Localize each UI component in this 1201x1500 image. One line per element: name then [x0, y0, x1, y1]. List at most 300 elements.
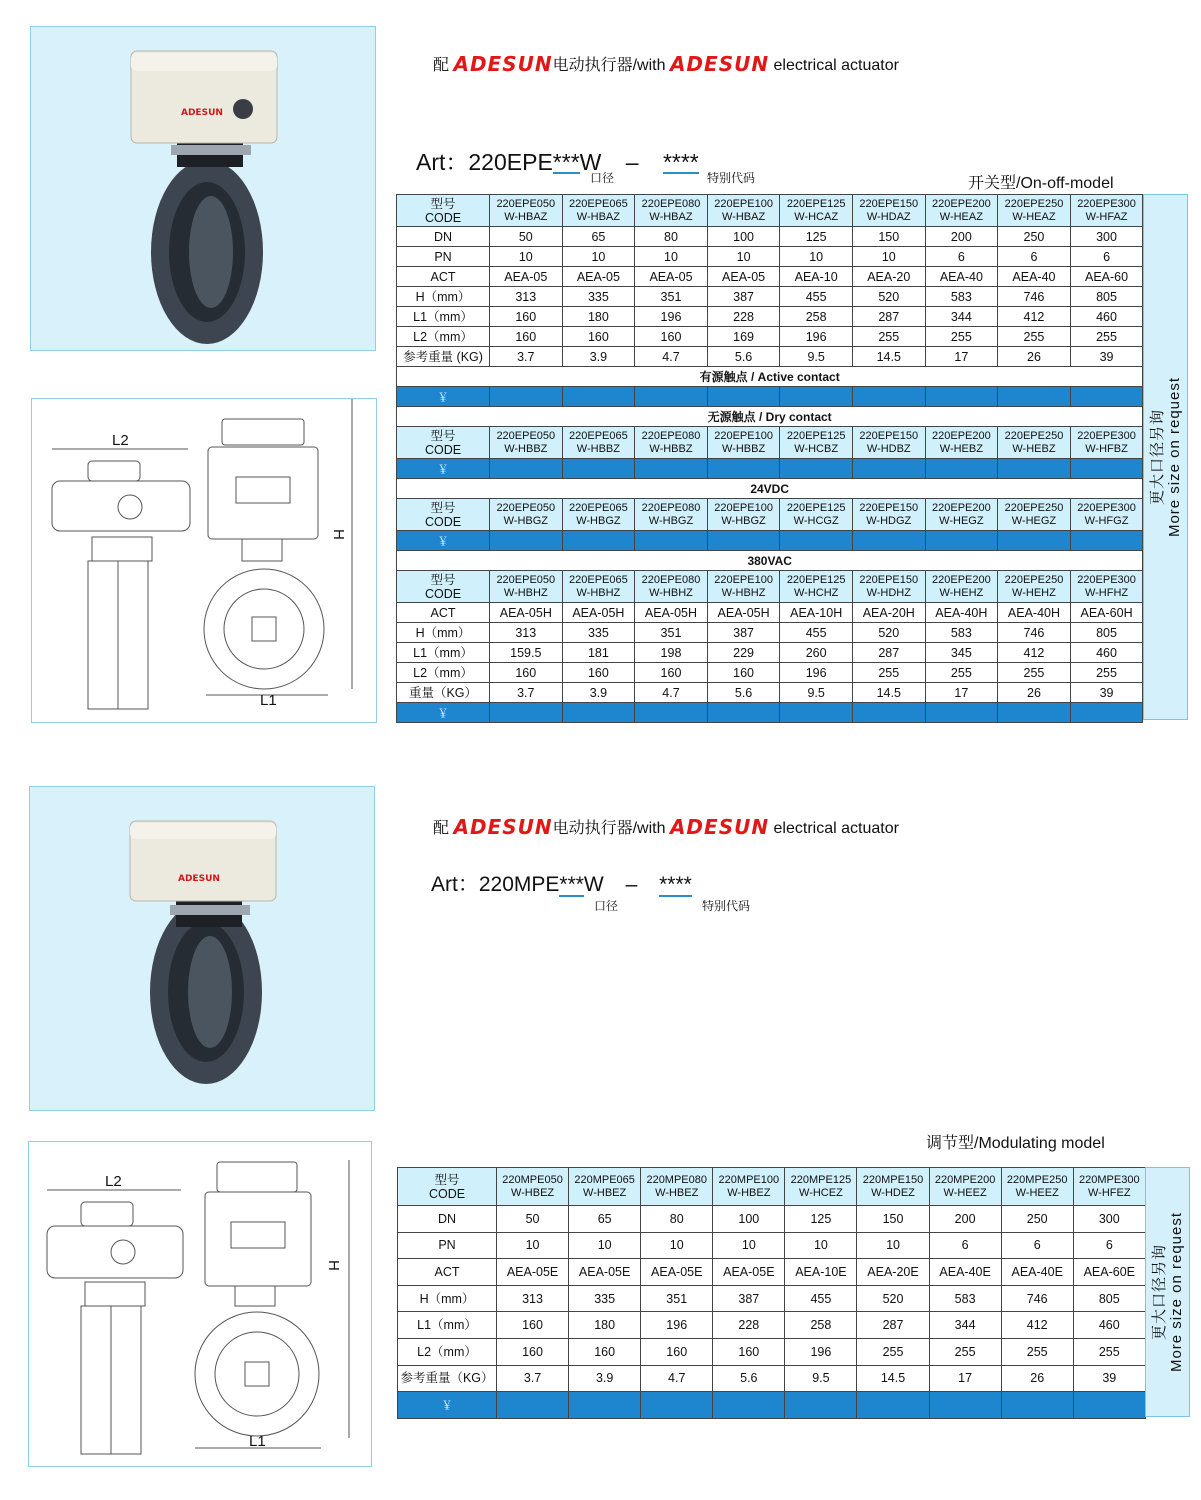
model-code-line: W-HDGZ	[866, 514, 912, 527]
table-row	[397, 287, 1143, 307]
model-code-line: 220EPE065	[569, 501, 628, 514]
model-code-cell	[641, 1168, 713, 1206]
table-cell: 344	[929, 1312, 1001, 1339]
table-cell: 10	[713, 1232, 785, 1259]
model-code-line: 220EPE200	[932, 429, 991, 442]
model-code-line: W-HFHZ	[1084, 586, 1129, 599]
table-cell: 455	[785, 1285, 857, 1312]
table-cell: 10	[852, 247, 925, 267]
table-row	[397, 227, 1143, 247]
article-code-1	[416, 144, 699, 177]
code-label	[398, 1168, 497, 1206]
table-cell: 255	[857, 1338, 929, 1365]
price-cell	[780, 387, 853, 407]
table-row	[397, 663, 1143, 683]
table-cell: 805	[1073, 1285, 1145, 1312]
table-cell: 169	[707, 327, 780, 347]
price-cell	[998, 387, 1071, 407]
row-label: L1（mm）	[398, 1312, 497, 1339]
table-cell: 10	[569, 1232, 641, 1259]
table-row	[397, 551, 1143, 571]
row-label: L2（mm）	[397, 663, 490, 683]
table-cell: 159.5	[490, 643, 563, 663]
model-code-cell	[713, 1168, 785, 1206]
table-cell: 160	[635, 327, 708, 347]
price-cell	[497, 1392, 569, 1419]
table-row	[397, 195, 1143, 227]
model-code-line: 220MPE150	[862, 1173, 924, 1186]
table-cell: 196	[785, 1338, 857, 1365]
table-cell: 460	[1073, 1312, 1145, 1339]
price-cell	[1073, 1392, 1145, 1419]
table-row	[397, 267, 1143, 287]
table-cell: 198	[635, 643, 708, 663]
model-code-line: 220EPE050	[496, 197, 556, 210]
table-cell: 14.5	[852, 347, 925, 367]
table-cell: 6	[925, 247, 998, 267]
price-cell	[562, 459, 635, 479]
model-code-line: 220EPE150	[859, 197, 919, 210]
model-code-line: 220EPE080	[641, 501, 701, 514]
model-code-line: 220MPE250	[1006, 1173, 1068, 1186]
row-label: ACT	[398, 1259, 497, 1286]
dimension-drawing-panel-2	[28, 1141, 372, 1467]
table-cell: 160	[562, 663, 635, 683]
table-cell: 335	[562, 623, 635, 643]
model-code-cell	[998, 571, 1071, 603]
model-code-line: 220EPE050	[496, 573, 556, 586]
code-label-line: CODE	[424, 586, 462, 601]
brand-logo: ADESUN	[453, 52, 553, 76]
model-code-cell	[925, 571, 998, 603]
code-label-line: CODE	[424, 210, 462, 225]
price-cell	[1070, 459, 1143, 479]
model-code-line: 220MPE125	[790, 1173, 852, 1186]
table-cell: 228	[713, 1312, 785, 1339]
price-cell	[857, 1392, 929, 1419]
model-code-cell	[1070, 571, 1143, 603]
table-cell: 805	[1070, 287, 1143, 307]
table-cell: 345	[925, 643, 998, 663]
table-cell: 6	[1070, 247, 1143, 267]
table-cell: 412	[998, 307, 1071, 327]
headline-prefix: 配	[433, 820, 450, 837]
model-code-cell	[785, 1168, 857, 1206]
price-cell	[707, 459, 780, 479]
model-code-line: 220EPE065	[569, 573, 628, 586]
model-code-line: W-HBGZ	[576, 514, 621, 527]
table-cell: AEA-40	[998, 267, 1071, 287]
table-cell: 583	[925, 623, 998, 643]
price-label: ￥	[398, 1392, 497, 1419]
table-cell: 250	[1001, 1206, 1073, 1233]
table-cell: 4.7	[641, 1365, 713, 1392]
model-code-cell	[635, 571, 708, 603]
table-cell: AEA-40	[925, 267, 998, 287]
side-note-en: More size on request	[1167, 1211, 1185, 1373]
price-cell	[929, 1392, 1001, 1419]
price-cell	[707, 703, 780, 723]
code-label-line: CODE	[424, 442, 462, 457]
model-code-line: 220EPE150	[859, 429, 919, 442]
headline-suffix: electrical actuator	[773, 57, 899, 74]
table-cell: AEA-60H	[1070, 603, 1143, 623]
model-code-line: W-HCEZ	[799, 1186, 843, 1199]
model-code-cell	[925, 427, 998, 459]
model-code-line: W-HDBZ	[866, 442, 911, 455]
price-label: ￥	[397, 531, 490, 551]
table-cell: 255	[1070, 663, 1143, 683]
side-note-en: More size on request	[1165, 376, 1183, 538]
price-cell	[925, 387, 998, 407]
model-code-cell	[852, 427, 925, 459]
model-code-line: 220EPE125	[786, 501, 846, 514]
row-label: L2（mm）	[397, 327, 490, 347]
model-code-cell	[925, 499, 998, 531]
price-cell	[998, 703, 1071, 723]
model-code-line: 220EPE100	[714, 501, 773, 514]
model-code-line: W-HBEZ	[510, 1186, 555, 1199]
model-code-line: W-HBGZ	[648, 514, 694, 527]
price-cell	[490, 703, 563, 723]
table-cell: 200	[929, 1206, 1001, 1233]
table-cell: 181	[562, 643, 635, 663]
headline-1	[433, 52, 899, 76]
table-row	[398, 1338, 1146, 1365]
actuator-brand-label: ADESUN	[181, 108, 223, 118]
table-cell: 200	[925, 227, 998, 247]
table-cell: 6	[1073, 1232, 1145, 1259]
price-cell	[1001, 1392, 1073, 1419]
table-cell: 583	[925, 287, 998, 307]
table-cell: AEA-20	[852, 267, 925, 287]
art-prefix: Art：220MPE	[431, 873, 560, 896]
table-cell: 805	[1070, 623, 1143, 643]
table-row	[398, 1312, 1146, 1339]
table-cell: 160	[490, 663, 563, 683]
price-cell	[713, 1392, 785, 1419]
model-code-line: W-HBAZ	[649, 210, 693, 223]
art-mid: W	[583, 873, 604, 896]
model-code-line: W-HDAZ	[866, 210, 911, 223]
model-code-line: W-HBHZ	[576, 586, 621, 599]
model-code-line: 220EPE250	[1004, 429, 1064, 442]
model-code-line: W-HEGZ	[1011, 514, 1057, 527]
table-cell: AEA-40H	[998, 603, 1071, 623]
model-code-line: 220EPE125	[786, 429, 846, 442]
table-cell: 160	[497, 1338, 569, 1365]
table-cell: 412	[1001, 1312, 1073, 1339]
model-code-line: W-HEEZ	[943, 1186, 987, 1199]
table-cell: 5.6	[707, 683, 780, 703]
table-cell: 255	[1073, 1338, 1145, 1365]
table-row	[398, 1168, 1146, 1206]
table-cell: 746	[998, 623, 1071, 643]
table-cell: 258	[780, 307, 853, 327]
model-code-cell	[1073, 1168, 1145, 1206]
model-code-line: W-HBEZ	[727, 1186, 771, 1199]
code-label-line: 型号	[430, 428, 456, 443]
table-cell: 160	[635, 663, 708, 683]
table-row	[397, 603, 1143, 623]
table-row	[397, 387, 1143, 407]
row-label: 重量（KG）	[397, 683, 490, 703]
art-special-mark: ****	[662, 149, 699, 175]
price-cell	[925, 459, 998, 479]
model-code-line: 220EPE300	[1077, 197, 1136, 210]
price-cell	[998, 531, 1071, 551]
table-cell: 10	[780, 247, 853, 267]
table-cell: AEA-10E	[785, 1259, 857, 1286]
model-title-1: 开关型/On-off-model	[968, 175, 1114, 192]
model-code-line: W-HDEZ	[871, 1186, 915, 1199]
table-row	[398, 1259, 1146, 1286]
table-cell: 125	[785, 1206, 857, 1233]
table-cell: 180	[569, 1312, 641, 1339]
table-cell: 50	[490, 227, 563, 247]
headline-prefix: 配	[433, 57, 450, 74]
art-sub-special-1: 特别代码	[707, 171, 756, 185]
model-code-cell	[1070, 499, 1143, 531]
model-code-line: W-HEAZ	[939, 210, 983, 223]
table-row	[398, 1285, 1146, 1312]
model-code-line: 220EPE050	[496, 429, 556, 442]
table-cell: 17	[929, 1365, 1001, 1392]
table-cell: AEA-20E	[857, 1259, 929, 1286]
l1-label: L1	[249, 1433, 266, 1450]
art-dash: –	[625, 873, 638, 896]
code-label-line: 型号	[434, 1172, 460, 1187]
table-cell: AEA-05	[490, 267, 563, 287]
table-cell: AEA-05	[562, 267, 635, 287]
table-cell: 3.9	[562, 683, 635, 703]
table-cell: 65	[569, 1206, 641, 1233]
price-cell	[707, 531, 780, 551]
table-cell: AEA-60E	[1073, 1259, 1145, 1286]
dimension-drawing-panel-1	[31, 398, 377, 723]
model-code-line: W-HFGZ	[1084, 514, 1129, 527]
model-code-cell	[857, 1168, 929, 1206]
table-cell: 160	[562, 327, 635, 347]
table-cell: 3.7	[490, 683, 563, 703]
model-code-line: W-HEBZ	[939, 442, 983, 455]
code-label	[397, 499, 490, 531]
model-code-line: W-HBGZ	[721, 514, 766, 527]
model-code-line: W-HEAZ	[1012, 210, 1056, 223]
table-cell: AEA-60	[1070, 267, 1143, 287]
price-cell	[562, 531, 635, 551]
model-code-cell	[490, 571, 563, 603]
model-code-line: 220MPE065	[574, 1173, 635, 1186]
table-row	[397, 327, 1143, 347]
model-code-line: W-HEGZ	[939, 514, 984, 527]
model-code-cell	[562, 499, 635, 531]
table-cell: 313	[490, 623, 563, 643]
table-row	[397, 623, 1143, 643]
valve-photo-2	[30, 787, 374, 1110]
model-code-cell	[569, 1168, 641, 1206]
model-code-cell	[635, 499, 708, 531]
model-code-cell	[852, 499, 925, 531]
table-cell: 260	[780, 643, 853, 663]
price-cell	[785, 1392, 857, 1419]
table-cell: 255	[852, 663, 925, 683]
model-code-cell	[490, 195, 563, 227]
model-code-cell	[1001, 1168, 1073, 1206]
row-label: H（mm）	[397, 287, 490, 307]
art-sub-special-2: 特别代码	[702, 899, 751, 913]
row-label: H（mm）	[398, 1285, 497, 1312]
model-code-line: 220EPE250	[1004, 573, 1064, 586]
model-code-line: W-HCAZ	[794, 210, 839, 223]
table-cell: AEA-05H	[707, 603, 780, 623]
spec-table-2	[397, 1167, 1146, 1419]
table-cell: 10	[562, 247, 635, 267]
table-row	[398, 1392, 1146, 1419]
l1-label: L1	[260, 692, 277, 709]
table-cell: 80	[641, 1206, 713, 1233]
model-code-line: 220EPE150	[859, 573, 919, 586]
table-cell: 387	[713, 1285, 785, 1312]
model-code-cell	[780, 499, 853, 531]
table-cell: AEA-10	[780, 267, 853, 287]
table-cell: 250	[998, 227, 1071, 247]
model-code-line: W-HBBZ	[649, 442, 693, 455]
row-label: L1（mm）	[397, 643, 490, 663]
code-label	[397, 571, 490, 603]
model-code-line: W-HDHZ	[866, 586, 911, 599]
model-code-line: 220EPE300	[1077, 429, 1136, 442]
model-code-line: 220EPE300	[1077, 573, 1136, 586]
section-subtitle: 380VAC	[397, 551, 1143, 571]
brand-logo: ADESUN	[669, 815, 770, 839]
table-cell: AEA-05H	[562, 603, 635, 623]
table-cell: 196	[780, 663, 853, 683]
table-cell: 160	[490, 327, 563, 347]
code-label-line: 型号	[430, 500, 456, 515]
table-cell: 313	[490, 287, 563, 307]
table-cell: 10	[635, 247, 708, 267]
model-code-line: W-HBHZ	[649, 586, 693, 599]
price-cell	[562, 703, 635, 723]
table-cell: 344	[925, 307, 998, 327]
model-code-cell	[707, 427, 780, 459]
model-code-line: 220EPE250	[1004, 197, 1064, 210]
model-code-line: W-HBBZ	[721, 442, 766, 455]
model-code-cell	[929, 1168, 1001, 1206]
table-cell: 26	[998, 347, 1071, 367]
table-cell: 351	[635, 287, 708, 307]
headline-suffix: electrical actuator	[773, 820, 899, 837]
model-code-line: 220MPE080	[646, 1173, 707, 1186]
brand-logo: ADESUN	[453, 815, 553, 839]
table-cell: AEA-05	[707, 267, 780, 287]
table-cell: AEA-05E	[497, 1259, 569, 1286]
h-label: H	[325, 1260, 342, 1271]
price-cell	[852, 703, 925, 723]
model-code-cell	[562, 195, 635, 227]
model-code-line: W-HBHZ	[503, 586, 548, 599]
table-cell: 255	[925, 327, 998, 347]
dimension-drawing-2	[29, 1142, 371, 1466]
code-label	[397, 195, 490, 227]
row-label: PN	[398, 1232, 497, 1259]
brand-logo: ADESUN	[669, 52, 770, 76]
table-cell: AEA-20H	[852, 603, 925, 623]
headline-middle: 电动执行器/with	[552, 820, 666, 837]
table-cell: 520	[857, 1285, 929, 1312]
model-title-2: 调节型/Modulating model	[926, 1135, 1105, 1152]
art-mid: W	[579, 149, 602, 175]
table-cell: 6	[929, 1232, 1001, 1259]
table-cell: 17	[925, 347, 998, 367]
table-cell: 65	[562, 227, 635, 247]
model-code-line: W-HFBZ	[1085, 442, 1128, 455]
model-code-line: W-HEEZ	[1015, 1186, 1059, 1199]
table-cell: 255	[852, 327, 925, 347]
model-code-cell	[998, 427, 1071, 459]
code-label-line: CODE	[424, 514, 462, 529]
model-code-line: 220EPE150	[859, 501, 919, 514]
model-code-cell	[998, 499, 1071, 531]
table-cell: 6	[998, 247, 1071, 267]
table-cell: 455	[780, 287, 853, 307]
code-label	[397, 427, 490, 459]
model-code-cell	[635, 195, 708, 227]
table-cell: 255	[998, 663, 1071, 683]
model-code-line: W-HCGZ	[793, 514, 839, 527]
table-cell: AEA-40H	[925, 603, 998, 623]
table-cell: 9.5	[780, 347, 853, 367]
table-cell: 196	[635, 307, 708, 327]
code-label-line: 型号	[430, 196, 456, 211]
model-code-line: W-HBAZ	[576, 210, 620, 223]
table-cell: 160	[569, 1338, 641, 1365]
valve-photo-1	[31, 27, 375, 350]
table-cell: 351	[635, 623, 708, 643]
table-cell: 160	[707, 663, 780, 683]
table-cell: 300	[1073, 1206, 1145, 1233]
table-cell: 460	[1070, 307, 1143, 327]
price-cell	[998, 459, 1071, 479]
dimension-drawing-1	[32, 399, 376, 722]
table-cell: 160	[713, 1338, 785, 1365]
table-cell: 80	[635, 227, 708, 247]
price-cell	[780, 703, 853, 723]
model-code-cell	[562, 571, 635, 603]
table-cell: 160	[641, 1338, 713, 1365]
spec-table-1	[396, 194, 1143, 723]
price-cell	[1070, 387, 1143, 407]
table-cell: 10	[497, 1232, 569, 1259]
model-code-line: W-HBAZ	[504, 210, 548, 223]
model-code-line: W-HEHZ	[1012, 586, 1056, 599]
l2-label: L2	[112, 432, 129, 449]
model-code-cell	[852, 195, 925, 227]
table-cell: 17	[925, 683, 998, 703]
table-cell: 258	[785, 1312, 857, 1339]
model-code-line: W-HFAZ	[1085, 210, 1128, 223]
model-code-line: 220EPE200	[932, 501, 991, 514]
side-note-cn: 更大口径另询	[1150, 1243, 1168, 1341]
model-code-line: W-HEHZ	[939, 586, 984, 599]
table-cell: 39	[1070, 347, 1143, 367]
table-cell: 255	[929, 1338, 1001, 1365]
table-cell: 228	[707, 307, 780, 327]
row-label: H（mm）	[397, 623, 490, 643]
row-label: DN	[398, 1206, 497, 1233]
model-code-line: W-HFEZ	[1088, 1186, 1131, 1199]
